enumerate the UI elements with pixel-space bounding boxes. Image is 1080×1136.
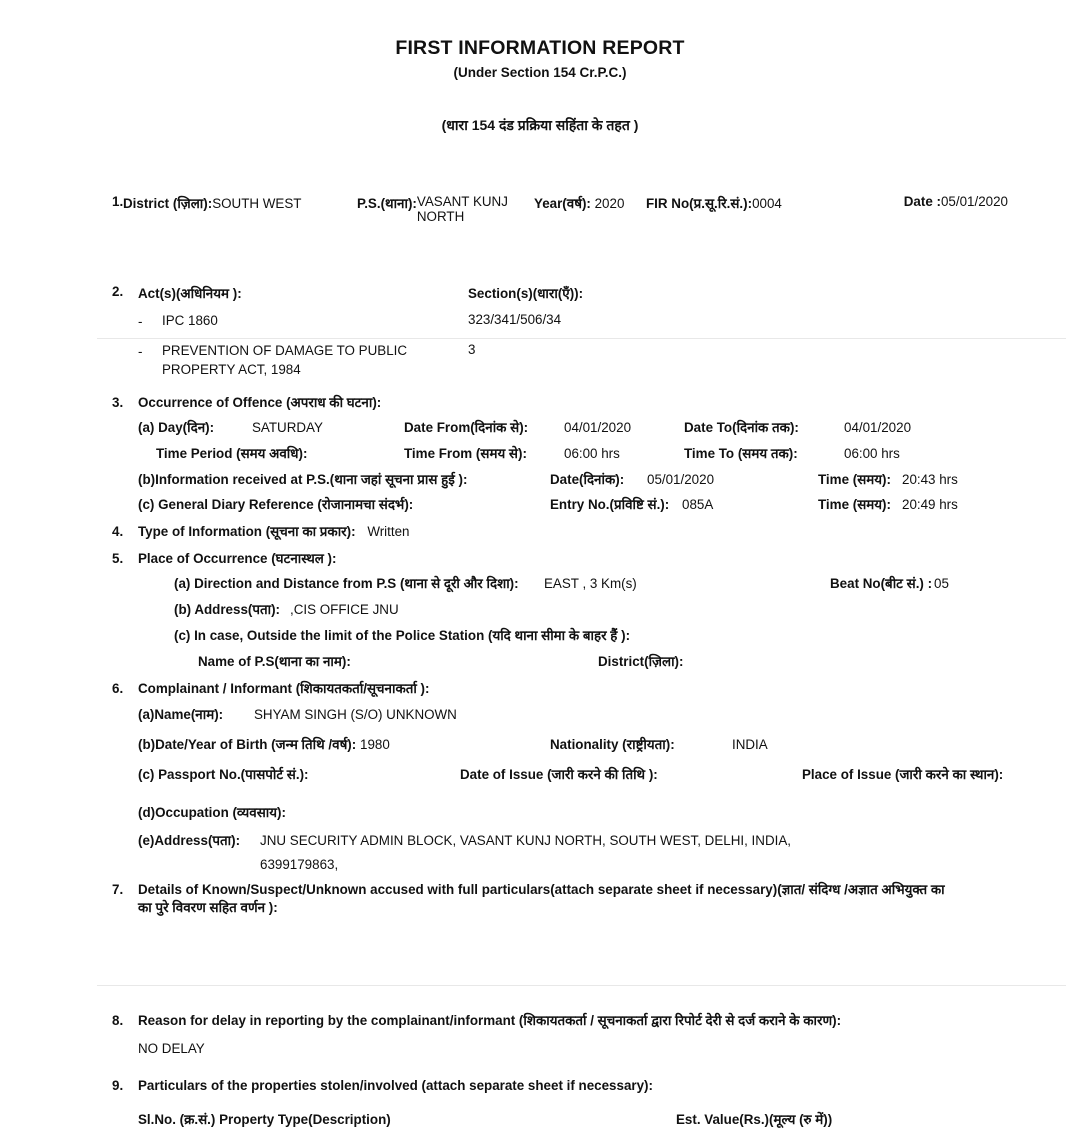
occurrence-time-row [112, 444, 1008, 470]
section-6-title: Complainant / Informant (शिकायतकर्ता/सूचनाकर्ता ): [138, 680, 430, 696]
year-label: Year(वर्ष): [534, 196, 591, 212]
police-station-field [357, 194, 525, 224]
date-of-birth-label: (b)Date/Year of Birth (जन्म तिथि /वर्ष): [138, 736, 357, 752]
properties-table-header [112, 1110, 1008, 1136]
beat-number-value: 05 [934, 575, 949, 591]
section-2-number: 2. [112, 284, 124, 300]
police-station-label: P.S.(थाना): [357, 196, 417, 212]
complainant-address-line-2: 6399179863, [260, 856, 339, 872]
section-5-title-row [112, 550, 1008, 569]
document-subtitle-hindi: (धारा 154 दंड प्रक्रिया सहिंता के तहत ) [441, 117, 639, 134]
direction-distance-row [112, 574, 1008, 600]
general-diary-row [112, 495, 1008, 520]
section-3-occurrence [112, 394, 1008, 520]
complainant-name-row [112, 705, 1008, 731]
section-7-accused-details [112, 881, 1008, 983]
section-7-empty-area [112, 918, 1008, 982]
document-header [0, 0, 1080, 134]
information-date-value: 05/01/2020 [647, 472, 715, 488]
general-diary-label: (c) General Diary Reference (रोजानामचा संदर्भ): [138, 497, 414, 513]
fir-number-field [646, 194, 782, 212]
occupation-row [112, 803, 1008, 829]
section-1-number: 1. [112, 194, 124, 210]
row-separator [97, 338, 1066, 339]
section-8-title-row [112, 1012, 1008, 1031]
fir-number-value: 0004 [752, 196, 782, 212]
act-row [112, 342, 1008, 398]
property-value-column-header: Est. Value(Rs.)(मूल्य (रु में)) [676, 1111, 833, 1127]
date-to-value: 04/01/2020 [844, 420, 912, 436]
information-received-row [112, 470, 1008, 495]
section-5-place-of-occurrence [112, 550, 1008, 678]
section-4-title-row [112, 523, 1008, 542]
nationality-label: Nationality (राष्ट्रीयता): [550, 736, 675, 752]
section-9-properties [112, 1077, 1008, 1136]
section-9-number: 9. [112, 1077, 124, 1093]
occupation-label: (d)Occupation (व्यवसाय): [138, 804, 286, 820]
document-body [0, 194, 1080, 1135]
section-6-title-row [112, 680, 1008, 699]
direction-distance-label: (a) Direction and Distance from P.S (थाना से दूरी और दिशा): [174, 575, 519, 591]
act-name: IPC 1860 [162, 313, 218, 329]
general-diary-time-value: 20:49 hrs [902, 497, 958, 513]
act-name: PREVENTION OF DAMAGE TO PUBLIC PROPERTY ACT, 1984 [162, 343, 408, 377]
district-label: District (ज़िला): [123, 196, 213, 212]
complainant-address-line-1: JNU SECURITY ADMIN BLOCK, VASANT KUNJ NORTH, SOUTH WEST, DELHI, INDIA, [260, 832, 791, 848]
bullet-dash: - [138, 314, 143, 330]
act-row [112, 312, 1008, 342]
section-7-title-row [112, 881, 1008, 900]
fir-number-label: FIR No(प्र.सू.रि.सं.): [646, 196, 753, 212]
information-date-label: Date(दिनांक): [550, 472, 625, 488]
time-period-label: Time Period (समय अवधि): [156, 446, 308, 462]
section-8-reason-for-delay [112, 1012, 1008, 1059]
time-to-label: Time To (समय तक): [684, 446, 798, 462]
section-3-number: 3. [112, 395, 124, 411]
place-address-label: (b) Address(पता): [174, 601, 280, 617]
time-from-label: Time From (समय से): [404, 446, 527, 462]
district-field [123, 194, 301, 212]
acts-label: Act(s)(अधिनियम ): [138, 286, 242, 302]
date-from-label: Date From(दिनांक से): [404, 420, 529, 436]
outside-limit-label: (c) In case, Outside the limit of the Police Station (यदि थाना सीमा के बाहर हैं ): [174, 627, 631, 643]
occurrence-day-row [112, 418, 1008, 444]
name-of-ps-label: Name of P.S(थाना का नाम): [198, 653, 351, 669]
fir-date-field [904, 194, 1008, 209]
passport-number-label: (c) Passport No.(पासपोर्ट सं.): [138, 766, 309, 782]
section-4-number: 4. [112, 524, 124, 540]
place-address-row [112, 600, 1008, 626]
section-7-title-line-2: का पुरे विवरण सहित वर्णन ): [138, 900, 278, 916]
entry-number-value: 085A [682, 497, 714, 513]
type-of-information-value: Written [367, 524, 410, 540]
section-2-acts [112, 284, 1008, 398]
section-3-title: Occurrence of Offence (अपराध की घटना): [138, 395, 382, 411]
time-from-value: 06:00 hrs [564, 446, 620, 462]
document-subtitle: (Under Section 154 Cr.P.C.) [453, 65, 627, 81]
complainant-address-row [112, 831, 1008, 879]
section-7-separator [97, 985, 1066, 986]
information-received-label: (b)Information received at P.S.(थाना जहां सूचना प्रास हुई ): [138, 472, 468, 488]
year-value: 2020 [594, 196, 625, 212]
reason-for-delay-value: NO DELAY [138, 1040, 205, 1056]
date-of-issue-label: Date of Issue (जारी करने की तिथि ): [460, 766, 658, 782]
complainant-name-label: (a)Name(नाम): [138, 706, 224, 722]
time-to-value: 06:00 hrs [844, 446, 900, 462]
act-section-value: 323/341/506/34 [468, 312, 562, 328]
section-4-type-of-information [112, 523, 1008, 542]
outside-limit-row [112, 626, 1008, 652]
day-value: SATURDAY [252, 420, 323, 436]
date-of-birth-value: 1980 [360, 736, 390, 752]
entry-number-label: Entry No.(प्रविष्टि सं.): [550, 497, 670, 513]
date-to-label: Date To(दिनांक तक): [684, 420, 799, 436]
section-5-number: 5. [112, 550, 124, 566]
year-field [534, 194, 624, 212]
information-time-label: Time (समय): [818, 472, 891, 488]
district-value: SOUTH WEST [212, 196, 302, 212]
page-title: FIRST INFORMATION REPORT [395, 37, 685, 59]
complainant-name-value: SHYAM SINGH (S/O) UNKNOWN [254, 706, 457, 722]
information-time-value: 20:43 hrs [902, 472, 958, 488]
type-of-information-label: Type of Information (सूचना का प्रकार): [138, 524, 356, 540]
section-6-number: 6. [112, 680, 124, 696]
section-8-number: 8. [112, 1013, 124, 1029]
outside-ps-district-row [112, 652, 1008, 678]
section-8-title: Reason for delay in reporting by the complainant/informant (शिकायतकर्ता / सूचनाकर्ता द्वारा रिपोर्ट देरी से दर्ज कराने के कारण): [138, 1013, 842, 1029]
act-section-value: 3 [468, 342, 476, 358]
section-3-title-row [112, 394, 1008, 413]
passport-row [112, 765, 1008, 791]
section-9-title: Particulars of the properties stolen/involved (attach separate sheet if necessary): [138, 1077, 653, 1093]
police-station-value: VASANT KUNJ NORTH [416, 194, 508, 225]
property-slno-column-header: Sl.No. (क्र.सं.) Property Type(Description) [138, 1111, 391, 1127]
section-2-header-row [112, 284, 1008, 312]
place-address-value: ,CIS OFFICE JNU [290, 601, 399, 617]
section-1-district-row [112, 194, 1008, 240]
direction-distance-value: EAST , 3 Km(s) [544, 575, 637, 591]
day-label: (a) Day(दिन): [138, 420, 215, 436]
sections-label: Section(s)(धारा(एँ)): [468, 286, 584, 302]
fir-date-label: Date : [903, 194, 941, 210]
section-7-title-line-2-row [112, 899, 1008, 918]
general-diary-time-label: Time (समय): [818, 497, 891, 513]
fir-date-value: 05/01/2020 [940, 194, 1008, 210]
complainant-dob-row [112, 735, 1008, 761]
section-6-complainant [112, 680, 1008, 879]
bullet-dash: - [138, 344, 143, 360]
place-of-issue-label: Place of Issue (जारी करने का स्थान): [802, 766, 1004, 782]
complainant-address-label: (e)Address(पता): [138, 832, 241, 848]
date-from-value: 04/01/2020 [564, 420, 632, 436]
outside-district-label: District(ज़िला): [598, 653, 684, 669]
beat-number-label: Beat No(बीट सं.) : [830, 575, 933, 591]
nationality-value: INDIA [732, 736, 768, 752]
section-5-title: Place of Occurrence (घटनास्थल ): [138, 550, 337, 566]
section-7-title-line-1: Details of Known/Suspect/Unknown accused with full particulars(attach separate sheet if necessary)(ज्ञात/ संदिग्ध /अज्ञात अभियुक्त का [138, 881, 945, 897]
section-7-number: 7. [112, 881, 124, 897]
